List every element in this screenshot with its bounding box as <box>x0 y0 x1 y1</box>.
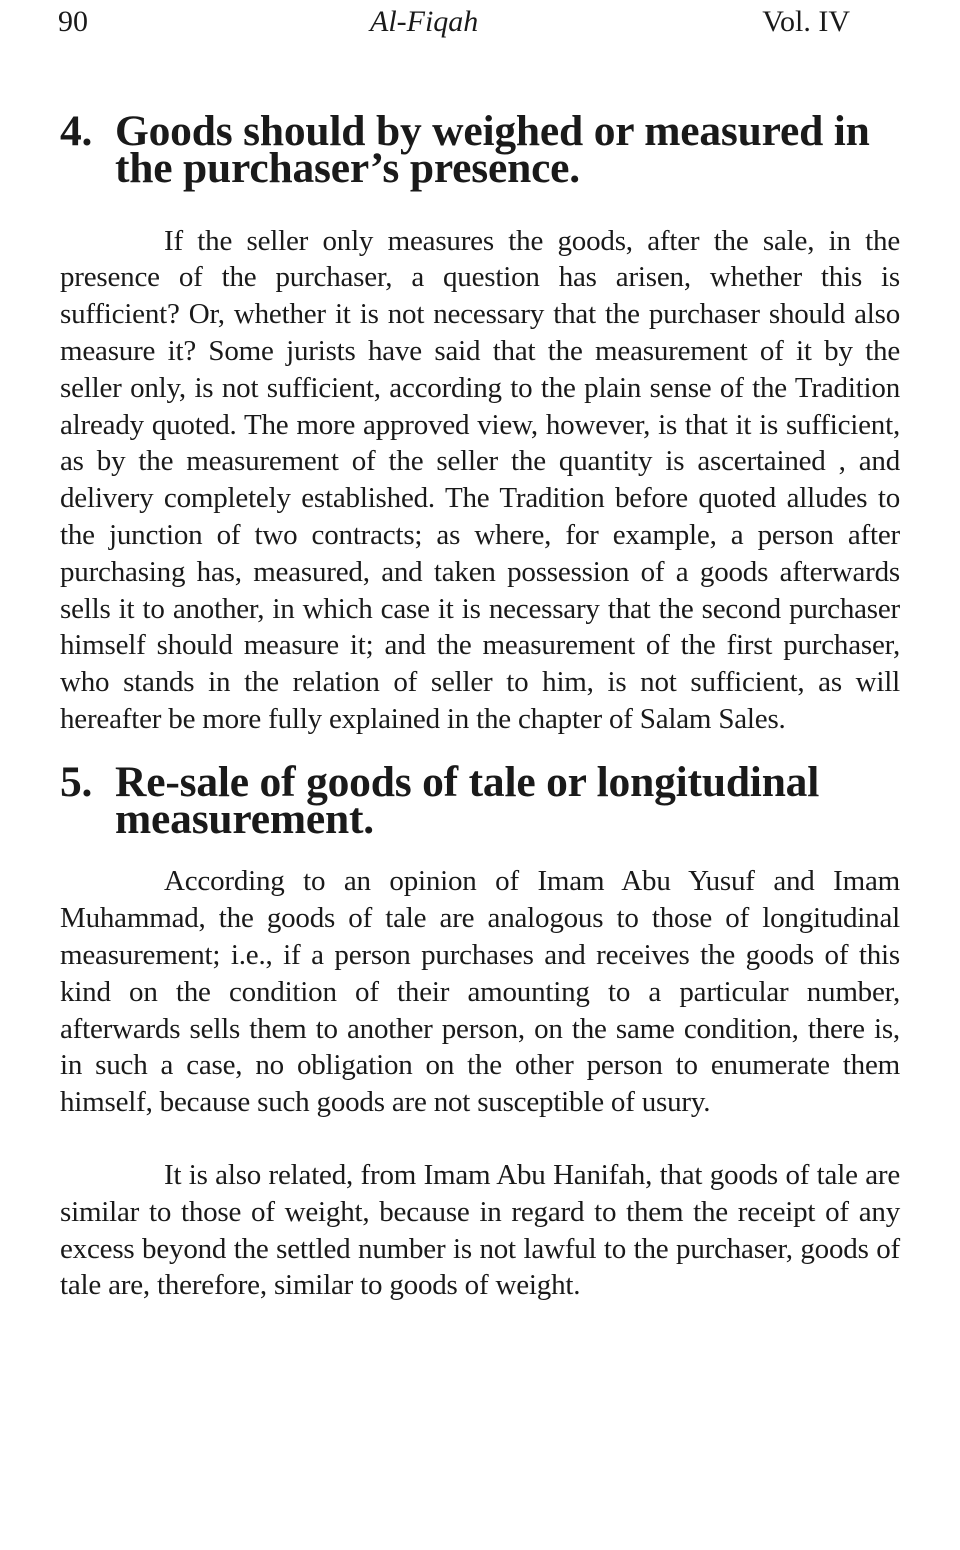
section-number: 5. <box>60 757 93 806</box>
section-heading-4 <box>60 107 900 192</box>
running-header <box>58 2 850 42</box>
paragraph: According to an opinion of Imam Abu Yusuf and Imam Muhammad, the goods of tale are analogous to those of longitudinal measurement; i.e., if a person purchases and receives the goods of this kind on the condition of their amounting to a particular number, afterwards sells them to another person, on the same condition, there is, in such a case, no obligation on the other person to enumerate them himself, because such goods are not susceptible of usury. <box>60 865 900 1119</box>
book-title: Al-Fiqah <box>370 5 479 38</box>
section-heading-5 <box>60 757 900 843</box>
section-number: 4. <box>60 107 93 155</box>
section-title: Goods should by weighed or measured in the purchaser’s presence. <box>115 107 870 192</box>
page-body <box>60 107 900 1304</box>
page-number: 90 <box>58 5 88 38</box>
paragraph: If the seller only measures the goods, after the sale, in the presence of the purchaser, a question has arisen, whether this is sufficient? Or, whether it is not necessary that the purchaser should also measure it? Some jurists have said that the measurement of it by the seller only, is not sufficient, according to the plain sense of the Tradition already quoted. The more approved view, however, is that it is sufficient, as by the measurement of the seller the quantity is ascertained , and delivery completely established. The Tradition before quoted alludes to the junction of two contracts; as where, for example, a person after purchasing has, measured, and taken possession of a goods afterwards sells it to another, in which case it is necessary that the second purchaser himself should measure it; and the measurement of the first purchaser, who stands in the relation of seller to him, is not sufficient, as will hereafter be more fully explained in the chapter of Salam Sales. <box>60 224 900 735</box>
section-title: Re-sale of goods of tale or longitudinal measurement. <box>115 757 820 843</box>
paragraph: It is also related, from Imam Abu Hanifah, that goods of tale are similar to those of weight, because in regard to them the receipt of any excess beyond the settled number is not lawful to the purchaser, goods of tale are, therefore, similar to goods of weight. <box>60 1158 900 1302</box>
volume-label: Vol. IV <box>762 5 850 38</box>
